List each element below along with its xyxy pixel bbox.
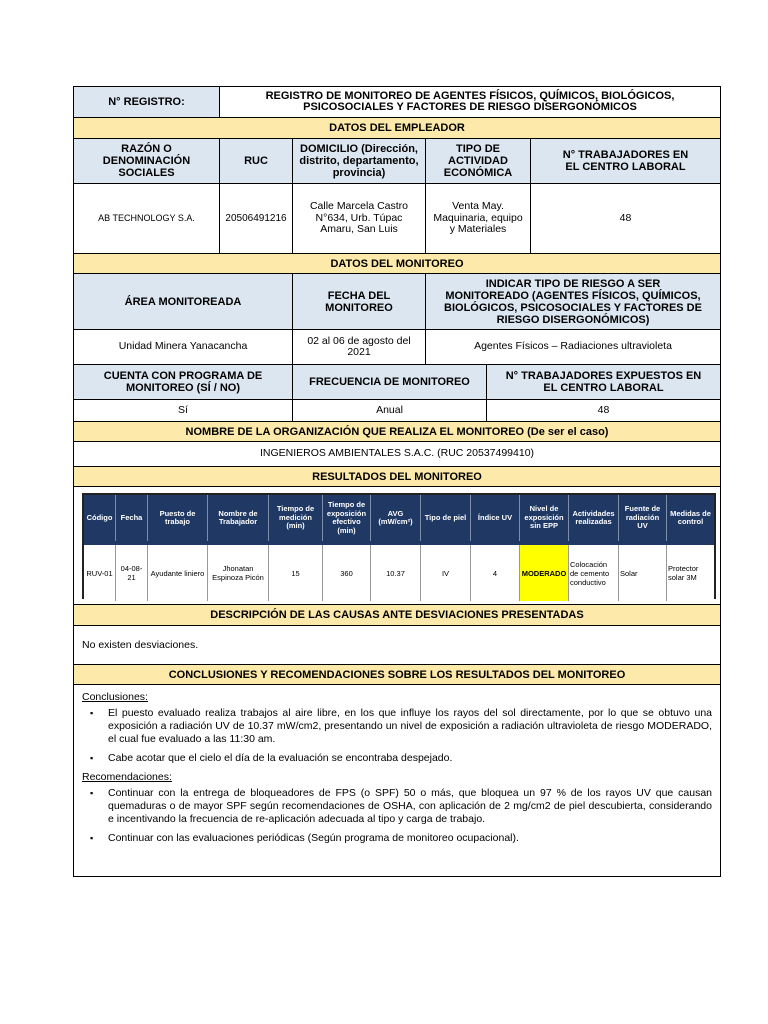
header-razon: RAZÓN O DENOMINACIÓN SOCIALES [74,139,220,183]
conclusiones-label: Conclusiones: [82,691,148,703]
cell-nivel-exposicion: MODERADO [520,545,569,601]
value-razon: AB TECHNOLOGY S.A. [74,184,220,253]
value-fecha: 02 al 06 de agosto del 2021 [293,330,426,364]
col-tiempo-exposicion: Tiempo de exposición efectivo (min) [323,495,371,541]
header-frecuencia: FRECUENCIA DE MONITOREO [293,365,487,399]
section-title-conclusiones: CONCLUSIONES Y RECOMENDACIONES SOBRE LOS RESULTADOS DEL MONITOREO [74,665,720,684]
monitoreo-headers2-row [74,365,720,400]
recomendacion-item: ▪ Continuar con las evaluaciones periódicas (Según programa de monitoreo ocupacional). [108,832,712,845]
col-puesto: Puesto de trabajo [148,495,208,541]
value-actividad: Venta May. Maquinaria, equipo y Materiales [426,184,531,253]
section-empleador [74,118,720,139]
col-actividades: Actividades realizadas [569,495,619,541]
cell-puesto: Ayudante liniero [148,545,208,601]
value-riesgo: Agentes Físicos – Radiaciones ultravioleta [426,330,720,364]
col-medidas: Medidas de control [670,508,711,526]
header-programa: CUENTA CON PROGRAMA DE MONITOREO (SÍ / NO) [74,365,293,399]
col-nombre: Nombre de Trabajador [208,495,269,541]
col-avg: AVG (mW/cm²) [371,495,421,541]
col-fecha: Fecha [116,495,148,541]
header-actividad: TIPO DE ACTIVIDAD ECONÓMICA [426,139,531,183]
col-fuente: Fuente de radiación UV [619,495,667,541]
section-title-organizacion: NOMBRE DE LA ORGANIZACIÓN QUE REALIZA EL MONITOREO (De ser el caso) [74,422,720,441]
value-area: Unidad Minera Yanacancha [74,330,293,364]
resultados-table-row [74,487,720,605]
empleador-values-row [74,184,720,254]
header-riesgo: INDICAR TIPO DE RIESGO A SER MONITOREADO (AGENTES FÍSICOS, QUÍMICOS, BIOLÓGICOS, PSICOSOCIALES Y FACTORES DE RIESGO DISERGONÓMICOS) [426,274,720,329]
cell-fecha: 04-08-21 [116,545,148,601]
header-trabajadores: N° TRABAJADORES EN EL CENTRO LABORAL [531,139,720,183]
recomendaciones-list [82,787,712,845]
section-title-resultados: RESULTADOS DEL MONITOREO [74,467,720,486]
form-title: REGISTRO DE MONITOREO DE AGENTES FÍSICOS, QUÍMICOS, BIOLÓGICOS, PSICOSOCIALES Y FACTORES DE RIESGO DISERGONÓMICOS [220,87,720,117]
section-organizacion [74,422,720,442]
section-monitoreo [74,254,720,274]
cell-fuente: Solar [619,545,667,601]
registro-label: N° REGISTRO: [74,87,220,117]
cell-tipo-piel: IV [421,545,471,601]
cell-tiempo-exposicion: 360 [323,545,371,601]
col-tiempo-medicion: Tiempo de medición (min) [269,495,323,541]
section-title-monitoreo: DATOS DEL MONITOREO [74,254,720,273]
cell-medidas: Protector solar 3M [667,545,714,601]
header-ruc: RUC [220,139,293,183]
results-table [82,493,716,599]
conclusiones-list [82,707,712,765]
recomendacion-item: ▪ Continuar con la entrega de bloqueadores de FPS (o SPF) 50 o más, que bloquea un 97 % de los rayos UV que causan quemaduras o de mayor SPF según recomendaciones de OSHA, con aplicación de 2 mg/cm2 de piel descubierta, considerando e incentivando la frecuencia de re-aplicación adecuada al tipo y carga de trabajo. [108,787,712,826]
value-frecuencia: Anual [293,400,487,421]
col-indice-uv: Índice UV [471,495,520,541]
conclusion-item: ▪ El puesto evaluado realiza trabajos al aire libre, en los que influye los rayos del sol directamente, por lo que se obtuvo una exposición a radiación UV de 10.37 mW/cm2, presentando un nivel de exposición a radiación ultravioleta de riesgo MODERADO, el cual fue evaluado a las 11:30 am. [108,707,712,746]
results-table-row [84,541,714,601]
conclusiones-body [74,685,720,857]
section-title-desviaciones: DESCRIPCIÓN DE LAS CAUSAS ANTE DESVIACIONES PRESENTADAS [74,605,720,625]
cell-tiempo-medicion: 15 [269,545,323,601]
header-domicilio: DOMICILIO (Dirección, distrito, departamento, provincia) [293,139,426,183]
value-programa: Sí [74,400,293,421]
empleador-headers-row [74,139,720,184]
col-nivel-exposicion: Nivel de exposición sin EPP [520,495,569,541]
monitoreo-headers-row [74,274,720,330]
header-area: ÁREA MONITOREADA [74,274,293,329]
header-fecha: FECHA DEL MONITOREO [293,274,426,329]
cell-avg: 10.37 [371,545,421,601]
desviaciones-text: No existen desviaciones. [82,638,199,651]
col-codigo: Código [84,495,116,541]
desviaciones-row [74,626,720,665]
cell-indice-uv: 4 [471,545,520,601]
value-domicilio: Calle Marcela Castro N°634, Urb. Túpac Amaru, San Luis [293,184,426,253]
conclusion-item: ▪ Cabe acotar que el cielo el día de la evaluación se encontraba despejado. [108,752,712,765]
cell-codigo: RUV-01 [84,545,116,601]
monitoreo-values-row [74,330,720,365]
value-expuestos: 48 [487,400,720,421]
section-desviaciones [74,605,720,626]
section-title-empleador: DATOS DEL EMPLEADOR [74,118,720,138]
value-ruc: 20506491216 [220,184,293,253]
section-resultados [74,467,720,487]
results-table-header [84,495,714,541]
col-tipo-piel: Tipo de piel [421,495,471,541]
cell-nombre: Jhonatan Espinoza Picón [208,545,269,601]
value-organizacion: INGENIEROS AMBIENTALES S.A.C. (RUC 20537499410) [74,442,720,466]
monitoreo-values2-row [74,400,720,422]
value-trabajadores: 48 [531,184,720,253]
form-header-row [74,87,720,118]
monitoring-record-form [73,86,721,877]
header-expuestos: N° TRABAJADORES EXPUESTOS EN EL CENTRO LABORAL [487,365,720,399]
recomendaciones-label: Recomendaciones: [82,771,172,783]
cell-actividades: Colocación de cemento conductivo [569,545,619,601]
section-conclusiones [74,665,720,685]
organizacion-value-row [74,442,720,467]
